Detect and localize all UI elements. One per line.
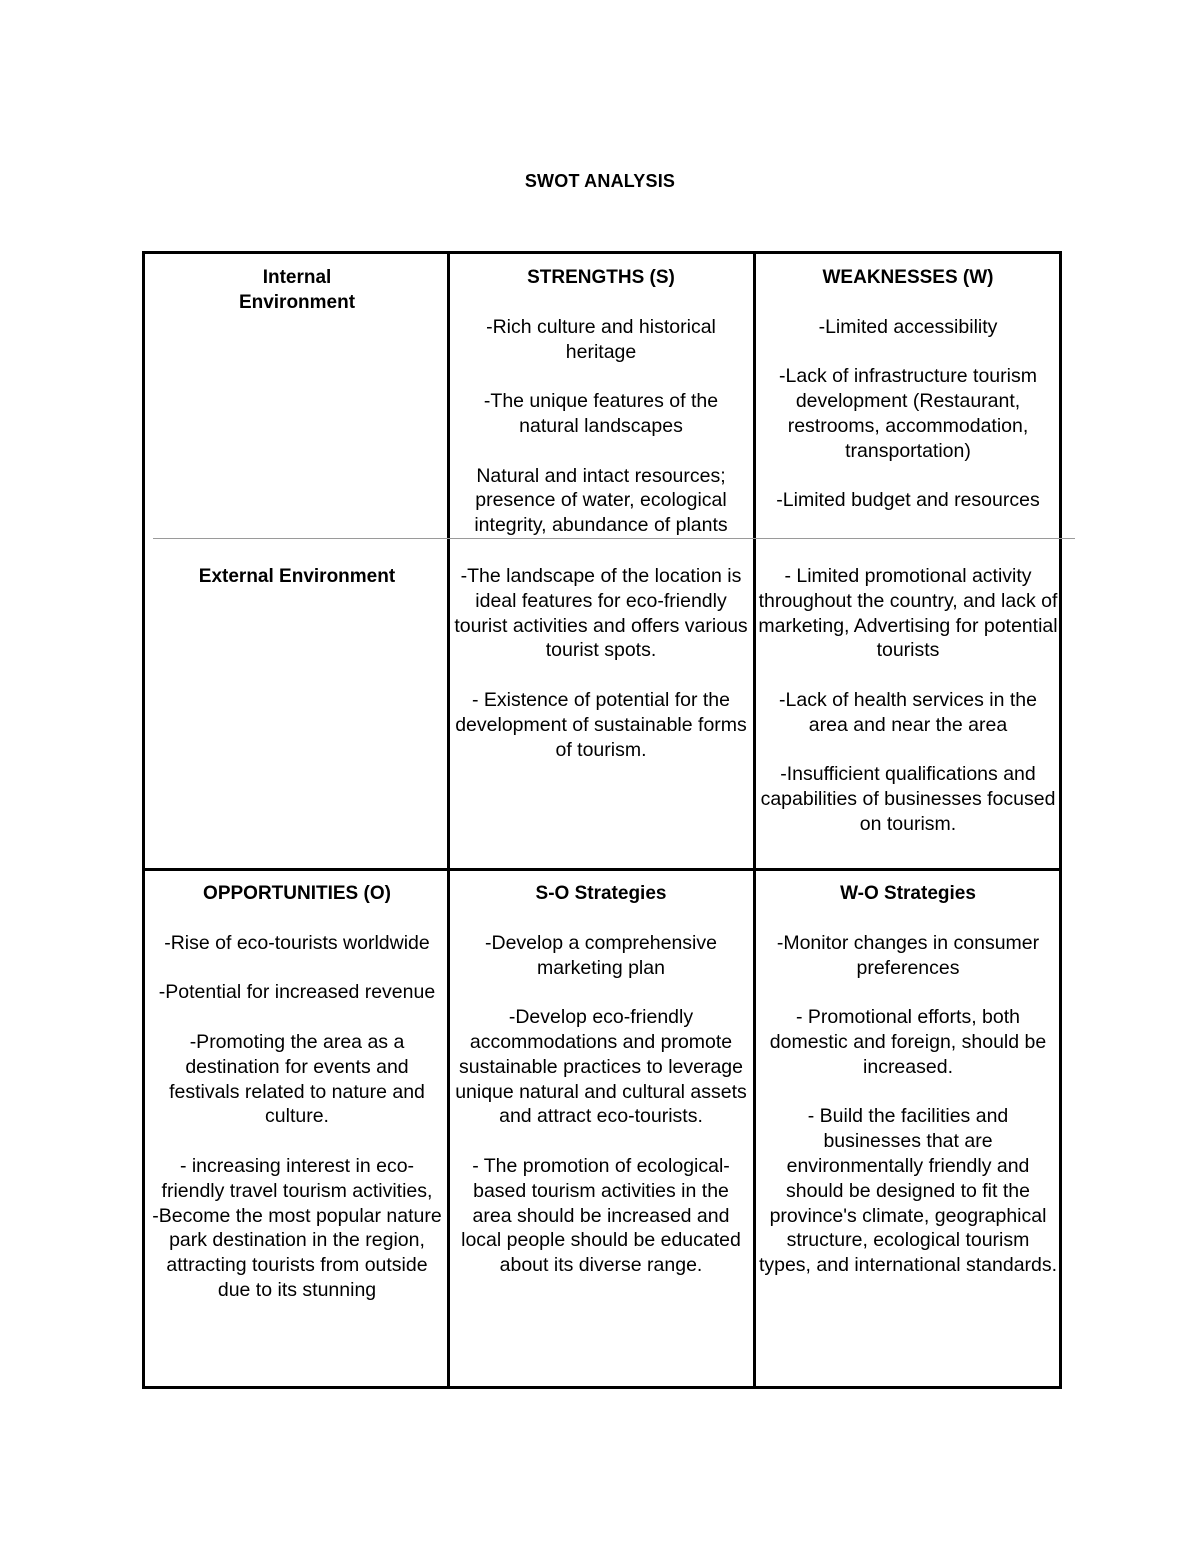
strengths-heading: STRENGTHS (S) [527, 267, 675, 288]
wo-strategies-cell [758, 881, 1058, 1381]
weakness-item: -Lack of infrastructure tourism development (Restaurant, restrooms, accommodation, transportation) [779, 365, 1037, 462]
opportunity-item: -Promoting the area as a destination for events and festivals related to nature and culture. [169, 1030, 425, 1128]
external-weakness-item: -Insufficient qualifications and capabilities of businesses focused on tourism. [760, 763, 1056, 835]
external-strength-item: - Existence of potential for the development of sustainable forms of tourism. [455, 688, 747, 761]
opportunity-item: - increasing interest in eco-friendly travel tourism activities, [161, 1154, 433, 1202]
strengths-cell [452, 265, 750, 540]
external-weakness-item: - Limited promotional activity throughout the country, and lack of marketing, Advertising for potential tourists [758, 565, 1058, 662]
so-strategy-item: - The promotion of ecological-based tourism activities in the area should be increased and local people should be educated about its diverse range. [461, 1154, 741, 1277]
weaknesses-cell [758, 265, 1058, 540]
internal-environment-label-line-2: Environment [238, 292, 356, 313]
opportunities-heading: OPPORTUNITIES (O) [203, 883, 391, 904]
column-divider [753, 254, 756, 1386]
opportunity-item: -Rise of eco-tourists worldwide [164, 931, 430, 954]
strength-item: Natural and intact resources; presence of water, ecological integrity, abundance of plants [474, 464, 728, 537]
external-environment-cell [149, 564, 445, 866]
so-strategies-cell [452, 881, 750, 1381]
wo-strategies-heading: W-O Strategies [840, 883, 976, 904]
weaknesses-heading: WEAKNESSES (W) [822, 267, 994, 288]
strength-item: -The unique features of the natural landscapes [483, 390, 719, 437]
row-divider [145, 868, 1059, 871]
external-environment-label: External Environment [198, 566, 396, 587]
opportunity-item: -Become the most popular nature park destination in the region, attracting tourists from outside due to its stunning [152, 1204, 442, 1301]
so-strategies-heading: S-O Strategies [535, 883, 667, 904]
swot-table [142, 251, 1062, 1389]
external-weakness-item: -Lack of health services in the area and near the area [779, 688, 1037, 736]
so-strategy-item: -Develop a comprehensive marketing plan [485, 931, 717, 979]
page-title: SWOT ANALYSIS [524, 171, 676, 191]
internal-environment-cell [149, 265, 445, 540]
so-strategy-item: -Develop eco-friendly accommodations and promote sustainable practices to leverage unique natural and cultural assets and attract eco-tourists. [455, 1006, 747, 1128]
weakness-item: -Limited accessibility [818, 315, 998, 338]
wo-strategy-item: -Monitor changes in consumer preferences [776, 931, 1040, 979]
internal-environment-label-line-1: Internal [262, 267, 332, 288]
external-weaknesses-cell [758, 564, 1058, 866]
wo-strategy-item: - Promotional efforts, both domestic and foreign, should be increased. [769, 1006, 1047, 1078]
opportunity-item: -Potential for increased revenue [158, 981, 436, 1004]
wo-strategy-item: - Build the facilities and businesses that are environmentally friendly and should be designed to fit the province's climate, geographical structure, ecological tourism types, and international standards. [758, 1105, 1058, 1277]
external-strengths-cell [452, 564, 750, 866]
weakness-item: -Limited budget and resources [776, 489, 1040, 512]
external-strength-item: -The landscape of the location is ideal features for eco-friendly tourist activities and offers various tourist spots. [454, 565, 748, 662]
column-divider [447, 254, 450, 1386]
opportunities-cell [149, 881, 445, 1381]
strength-item: -Rich culture and historical heritage [486, 315, 716, 363]
